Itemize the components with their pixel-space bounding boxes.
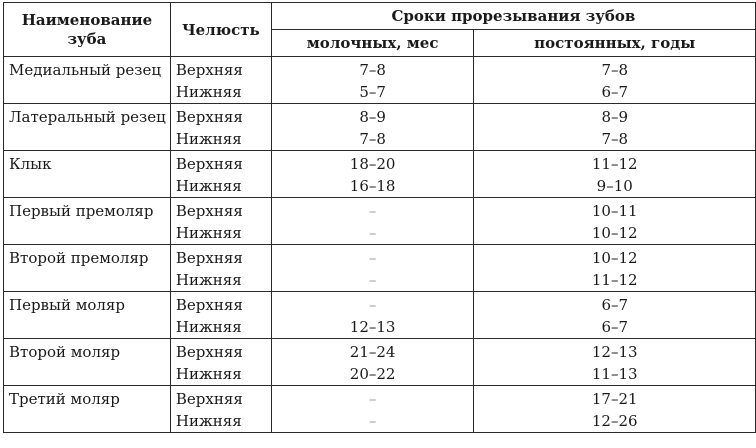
jaw-lower-label: Нижняя bbox=[175, 224, 242, 242]
milk-eruption-cell bbox=[271, 104, 474, 151]
jaw-upper-label: Верхняя bbox=[175, 296, 243, 314]
jaw-lower-label: Нижняя bbox=[175, 412, 242, 430]
milk-eruption-cell bbox=[271, 386, 474, 433]
jaw-cell bbox=[170, 151, 271, 198]
table-row bbox=[4, 339, 756, 386]
tooth-eruption-table bbox=[3, 2, 756, 433]
milk-upper-value: 7–8 bbox=[359, 61, 386, 79]
milk-lower-value: – bbox=[368, 271, 377, 289]
table-header bbox=[4, 3, 756, 57]
jaw-lower-label: Нижняя bbox=[175, 365, 242, 383]
milk-lower-value: – bbox=[368, 224, 377, 242]
milk-upper-value: 21–24 bbox=[349, 343, 396, 361]
milk-upper-value: 18–20 bbox=[349, 155, 396, 173]
jaw-cell bbox=[170, 245, 271, 292]
milk-upper-value: 8–9 bbox=[359, 108, 386, 126]
jaw-upper-label: Верхняя bbox=[175, 343, 243, 361]
permanent-lower-value: 11–13 bbox=[591, 365, 638, 383]
permanent-eruption-cell bbox=[474, 245, 756, 292]
tooth-name-cell: Первый моляр bbox=[4, 292, 171, 339]
table-body bbox=[4, 57, 756, 433]
tooth-name-cell: Второй моляр bbox=[4, 339, 171, 386]
permanent-lower-value: 9–10 bbox=[596, 177, 633, 195]
permanent-upper-value: 12–13 bbox=[591, 343, 638, 361]
milk-lower-value: 7–8 bbox=[359, 130, 386, 148]
permanent-upper-value: 17–21 bbox=[591, 390, 638, 408]
milk-eruption-cell bbox=[271, 57, 474, 104]
permanent-lower-value: 12–26 bbox=[591, 412, 638, 430]
jaw-cell bbox=[170, 104, 271, 151]
permanent-eruption-cell bbox=[474, 292, 756, 339]
milk-eruption-cell bbox=[271, 151, 474, 198]
table-row bbox=[4, 198, 756, 245]
tooth-name-cell: Латеральный резец bbox=[4, 104, 171, 151]
jaw-upper-label: Верхняя bbox=[175, 61, 243, 79]
jaw-upper-label: Верхняя bbox=[175, 249, 243, 267]
jaw-upper-label: Верхняя bbox=[175, 155, 243, 173]
permanent-lower-value: 11–12 bbox=[591, 271, 638, 289]
tooth-name-cell: Медиальный резец bbox=[4, 57, 171, 104]
table-row bbox=[4, 386, 756, 433]
permanent-eruption-cell bbox=[474, 151, 756, 198]
milk-lower-value: 12–13 bbox=[349, 318, 396, 336]
header-milk-teeth: молочных, мес bbox=[271, 30, 474, 57]
permanent-upper-value: 6–7 bbox=[601, 296, 629, 314]
table-row bbox=[4, 57, 756, 104]
permanent-upper-value: 10–11 bbox=[591, 202, 638, 220]
header-jaw: Челюсть bbox=[170, 3, 271, 57]
jaw-cell bbox=[170, 57, 271, 104]
jaw-cell bbox=[170, 198, 271, 245]
permanent-upper-value: 10–12 bbox=[591, 249, 638, 267]
permanent-eruption-cell bbox=[474, 57, 756, 104]
tooth-name-cell: Второй премоляр bbox=[4, 245, 171, 292]
milk-upper-value: – bbox=[368, 390, 377, 408]
jaw-lower-label: Нижняя bbox=[175, 271, 242, 289]
tooth-name-cell: Третий моляр bbox=[4, 386, 171, 433]
permanent-lower-value: 10–12 bbox=[591, 224, 638, 242]
permanent-eruption-cell bbox=[474, 386, 756, 433]
permanent-upper-value: 7–8 bbox=[601, 61, 629, 79]
permanent-upper-value: 8–9 bbox=[601, 108, 629, 126]
table-row bbox=[4, 245, 756, 292]
permanent-lower-value: 7–8 bbox=[601, 130, 629, 148]
permanent-lower-value: 6–7 bbox=[601, 318, 629, 336]
jaw-lower-label: Нижняя bbox=[175, 130, 242, 148]
permanent-eruption-cell bbox=[474, 339, 756, 386]
milk-upper-value: – bbox=[368, 249, 377, 267]
table-row bbox=[4, 104, 756, 151]
header-permanent-teeth: постоянных, годы bbox=[474, 30, 756, 57]
eruption-table-container bbox=[3, 2, 756, 433]
jaw-lower-label: Нижняя bbox=[175, 318, 242, 336]
milk-lower-value: – bbox=[368, 412, 377, 430]
tooth-name-cell: Клык bbox=[4, 151, 171, 198]
jaw-lower-label: Нижняя bbox=[175, 177, 242, 195]
jaw-lower-label: Нижняя bbox=[175, 83, 242, 101]
jaw-cell bbox=[170, 339, 271, 386]
header-eruption-period: Сроки прорезывания зубов bbox=[271, 3, 755, 30]
milk-upper-value: – bbox=[368, 296, 377, 314]
jaw-cell bbox=[170, 292, 271, 339]
tooth-name-cell: Первый премоляр bbox=[4, 198, 171, 245]
jaw-upper-label: Верхняя bbox=[175, 108, 243, 126]
jaw-upper-label: Верхняя bbox=[175, 202, 243, 220]
milk-lower-value: 5–7 bbox=[359, 83, 386, 101]
milk-eruption-cell bbox=[271, 198, 474, 245]
milk-upper-value: – bbox=[368, 202, 377, 220]
table-row bbox=[4, 151, 756, 198]
milk-eruption-cell bbox=[271, 245, 474, 292]
permanent-eruption-cell bbox=[474, 104, 756, 151]
milk-lower-value: 20–22 bbox=[349, 365, 396, 383]
header-row-1 bbox=[4, 3, 756, 30]
header-tooth-name: Наименование зуба bbox=[4, 3, 171, 57]
permanent-eruption-cell bbox=[474, 198, 756, 245]
milk-lower-value: 16–18 bbox=[349, 177, 396, 195]
permanent-upper-value: 11–12 bbox=[591, 155, 638, 173]
milk-eruption-cell bbox=[271, 292, 474, 339]
jaw-cell bbox=[170, 386, 271, 433]
jaw-upper-label: Верхняя bbox=[175, 390, 243, 408]
milk-eruption-cell bbox=[271, 339, 474, 386]
permanent-lower-value: 6–7 bbox=[601, 83, 629, 101]
table-row bbox=[4, 292, 756, 339]
